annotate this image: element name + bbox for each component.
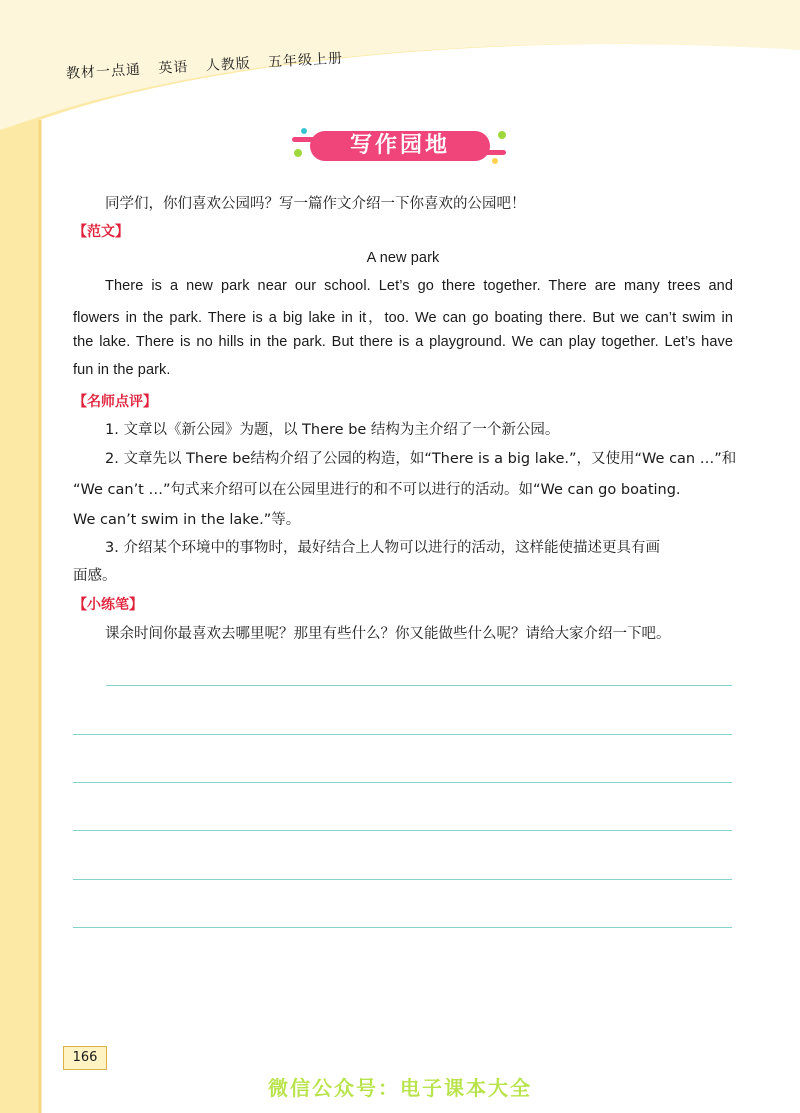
practice-label: 【小练笔】 — [73, 597, 143, 613]
writing-line[interactable] — [73, 734, 732, 735]
writing-prompt: 同学们，你们喜欢公园吗？写一篇作文介绍一下你喜欢的公园吧！ — [105, 196, 526, 212]
comment-line: 2. 文章先以 There be结构介绍了公园的构造，如“There is a big lake.”，又使用“We can …”和 — [105, 451, 737, 467]
writing-line[interactable] — [73, 927, 732, 928]
edition: 人教版 — [205, 55, 252, 75]
model-essay-label: 【范文】 — [73, 224, 129, 240]
essay-line: fun in the park. — [73, 362, 171, 378]
writing-line[interactable] — [73, 782, 732, 783]
grade: 五年级上册 — [267, 50, 344, 71]
writing-line[interactable] — [73, 879, 732, 880]
essay-line: the lake. There is no hills in the park. But there is a playground. We can play together. Let’s have — [73, 334, 733, 350]
section-title: 写作园地 — [349, 133, 450, 158]
book-name: 教材一点通 — [65, 61, 142, 82]
watermark: 微信公众号：电子课本大全 — [268, 1076, 532, 1100]
writing-line[interactable] — [106, 685, 732, 686]
comment-line: 面感。 — [73, 568, 117, 584]
essay-line: flowers in the park. There is a big lake in it，too. We can go boating there. But we can’t swim in — [73, 310, 733, 326]
comment-line: 3. 介绍某个环境中的事物时，最好结合上人物可以进行的活动，这样能使描述更具有画 — [105, 540, 660, 556]
subject: 英语 — [157, 59, 189, 77]
practice-prompt: 课余时间你最喜欢去哪里呢？那里有些什么？你又能做些什么呢？请给大家介绍一下吧。 — [105, 626, 671, 642]
comment-line: We can’t swim in the lake.”等。 — [73, 512, 301, 528]
page-number: 166 — [63, 1046, 107, 1070]
writing-line[interactable] — [73, 830, 732, 831]
essay-title: A new park — [366, 250, 440, 266]
essay-line: There is a new park near our school. Let’s go there together. There are many trees and — [105, 278, 733, 294]
comment-line: 1. 文章以《新公园》为题，以 There be 结构为主介绍了一个新公园。 — [105, 422, 560, 438]
comment-line: “We can’t …”句式来介绍可以在公园里进行的和不可以进行的活动。如“We can go boating. — [73, 482, 681, 498]
teacher-comment-label: 【名师点评】 — [73, 394, 157, 410]
